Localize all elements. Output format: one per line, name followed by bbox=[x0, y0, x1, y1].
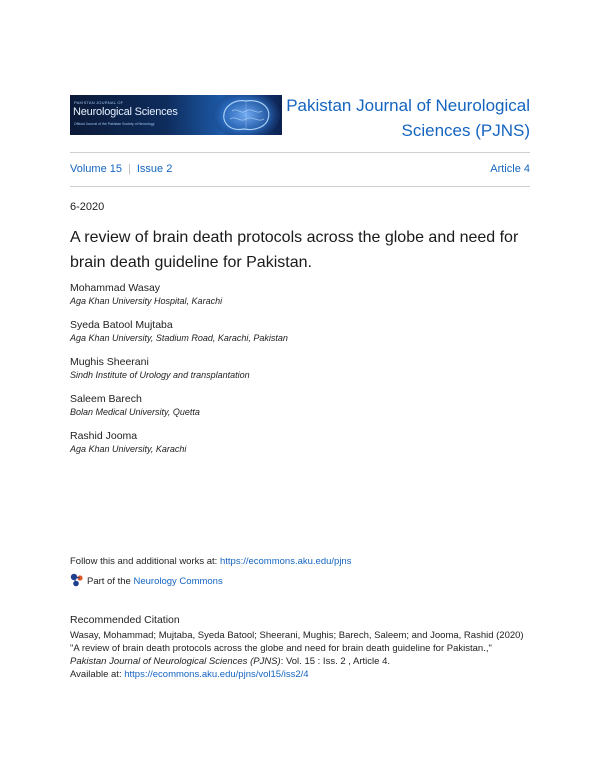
author-name: Mughis Sheerani bbox=[70, 356, 149, 368]
author-affiliation: Aga Khan University, Karachi bbox=[70, 444, 187, 454]
network-commons-icon bbox=[70, 573, 84, 587]
part-of-line bbox=[70, 573, 223, 589]
citation-journal: Pakistan Journal of Neurological Sciences (PJNS) bbox=[70, 656, 281, 667]
available-text: Available at: bbox=[70, 669, 125, 680]
issue-divider bbox=[70, 186, 530, 187]
author-name: Rashid Jooma bbox=[70, 430, 138, 442]
author-list bbox=[70, 282, 530, 467]
logo-big-text: Neurological Sciences bbox=[73, 106, 178, 118]
issue-row bbox=[70, 163, 530, 177]
author-affiliation: Aga Khan University, Stadium Road, Karachi, Pakistan bbox=[70, 333, 288, 343]
author-item bbox=[70, 282, 530, 319]
paper-title-line1: A review of brain death protocols across the globe and need for bbox=[70, 229, 519, 246]
neurology-commons-link[interactable]: Neurology Commons bbox=[133, 576, 223, 587]
citation-heading: Recommended Citation bbox=[70, 614, 180, 626]
author-name: Syeda Batool Mujtaba bbox=[70, 319, 173, 331]
journal-title[interactable] bbox=[270, 93, 530, 143]
author-item bbox=[70, 393, 530, 430]
collection-link[interactable]: https://ecommons.aku.edu/pjns bbox=[219, 556, 352, 567]
author-name: Mohammad Wasay bbox=[70, 282, 161, 294]
article-link[interactable]: Article 4 bbox=[490, 163, 530, 175]
follow-text: Follow this and additional works at: bbox=[70, 556, 220, 567]
author-affiliation: Sindh Institute of Urology and transplantation bbox=[70, 370, 250, 380]
author-name: Saleem Barech bbox=[70, 393, 142, 405]
header-divider bbox=[70, 152, 530, 153]
paper-title bbox=[70, 225, 530, 275]
follow-line bbox=[70, 556, 351, 567]
article-url-link[interactable]: https://ecommons.aku.edu/pjns/vol15/iss2/4 bbox=[124, 669, 309, 680]
author-affiliation: Aga Khan University Hospital, Karachi bbox=[70, 296, 223, 306]
author-item bbox=[70, 430, 530, 467]
volume-link[interactable]: Volume 15 bbox=[70, 163, 122, 175]
citation-line3 bbox=[70, 655, 540, 668]
author-affiliation: Bolan Medical University, Quetta bbox=[70, 407, 200, 417]
logo-small-text: PAKISTAN JOURNAL OF bbox=[74, 100, 124, 105]
issue-separator: | bbox=[127, 163, 131, 175]
part-of-text: Part of the bbox=[87, 576, 134, 587]
citation-available bbox=[70, 668, 540, 681]
citation-body bbox=[70, 629, 540, 681]
citation-line1: Wasay, Mohammad; Mujtaba, Syeda Batool; Sheerani, Mughis; Barech, Saleem; and Jooma, Rashid (2020) bbox=[70, 630, 524, 641]
logo-tagline: Official Journal of the Pakistan Society of Neurology bbox=[74, 122, 155, 126]
citation-volume-info: : Vol. 15 : Iss. 2 , Article 4. bbox=[280, 656, 390, 667]
publication-date: 6-2020 bbox=[70, 201, 105, 213]
journal-title-line1[interactable]: Pakistan Journal of Neurological bbox=[286, 96, 530, 115]
journal-title-line2[interactable]: Sciences (PJNS) bbox=[401, 121, 530, 140]
issue-link[interactable]: Issue 2 bbox=[136, 163, 173, 175]
author-item bbox=[70, 356, 530, 393]
citation-line2: "A review of brain death protocols across the globe and need for brain death guideline for Pakistan.," bbox=[70, 643, 492, 654]
author-item bbox=[70, 319, 530, 356]
paper-title-line2: brain death guideline for Pakistan. bbox=[70, 254, 312, 271]
journal-logo bbox=[70, 95, 282, 135]
